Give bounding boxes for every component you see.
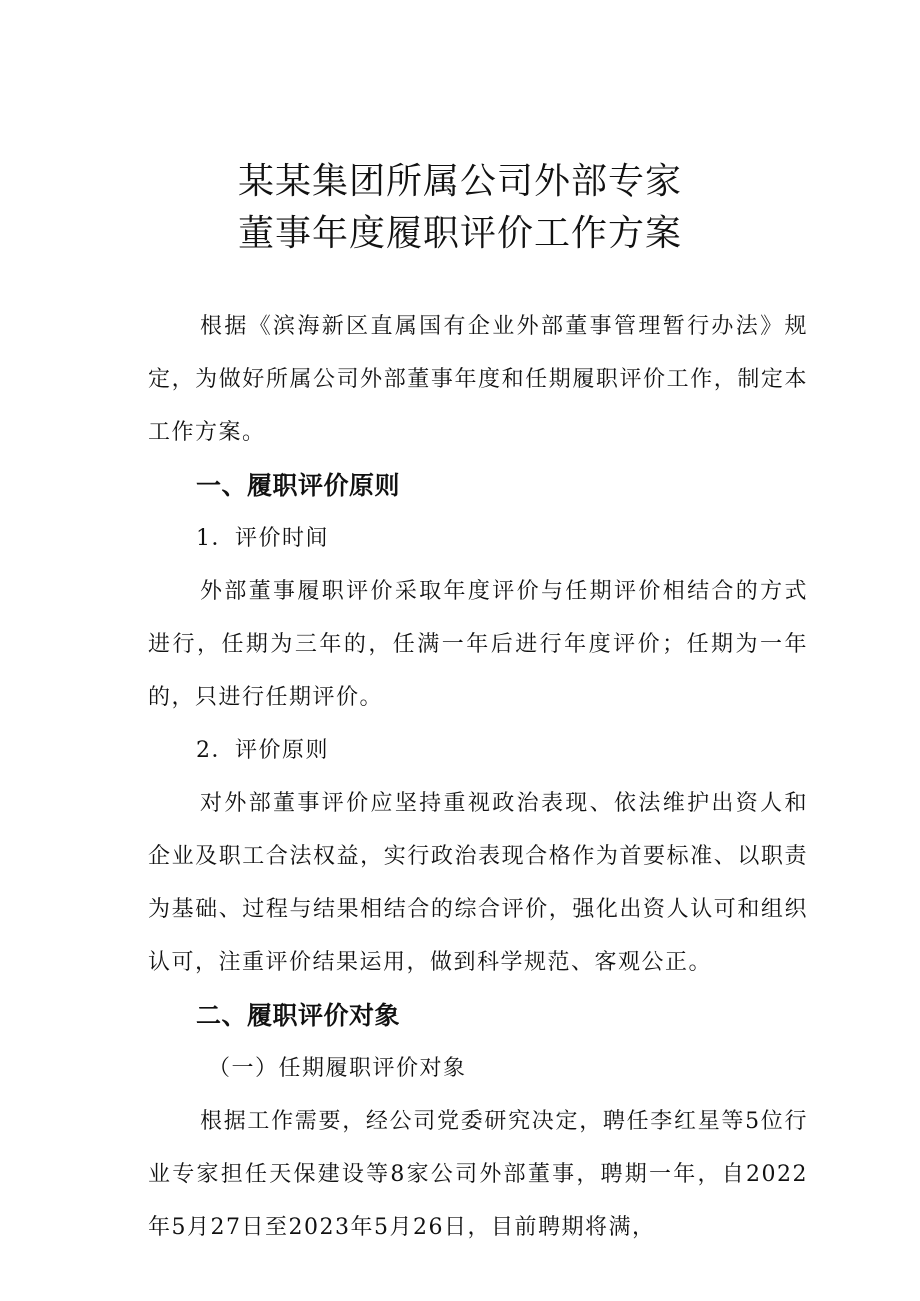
section-1-item-1-text: 外部董事履职评价采取年度评价与任期评价相结合的方式进行，任期为三年的，任满一年后进行年度评价；任期为一年的，只进行任期评价。 — [148, 579, 808, 710]
document-title-line-2: 董事年度履职评价工作方案 — [237, 213, 682, 254]
intro-paragraph: 根据《滨海新区直属国有企业外部董事管理暂行办法》规定，为做好所属公司外部董事年度和任期履职评价工作，制定本工作方案。 — [148, 314, 808, 445]
section-2-heading: 二、履职评价对象 — [196, 1001, 401, 1030]
document-title-line-1: 某某集团所属公司外部专家 — [237, 161, 682, 202]
section-2-sub-1-text: 根据工作需要，经公司党委研究决定，聘任李红星等5位行业专家担任天保建设等8家公司外部董事，聘期一年，自2022年5月27日至2023年5月26日，目前聘期将满， — [148, 1109, 808, 1240]
section-1-item-1-label: 1．评价时间 — [196, 526, 329, 551]
section-1-heading: 一、履职评价原则 — [196, 471, 401, 500]
section-1-item-2-text: 对外部董事评价应坚持重视政治表现、依法维护出资人和企业及职工合法权益，实行政治表现合格作为首要标准、以职责为基础、过程与结果相结合的综合评价，强化出资人认可和组织认可，注重评价结果运用，做到科学规范、客观公正。 — [148, 791, 808, 975]
section-2-sub-1-label: （一）任期履职评价对象 — [208, 1056, 467, 1081]
document-body — [148, 300, 808, 1254]
section-1-item-2-label: 2．评价原则 — [196, 738, 329, 763]
